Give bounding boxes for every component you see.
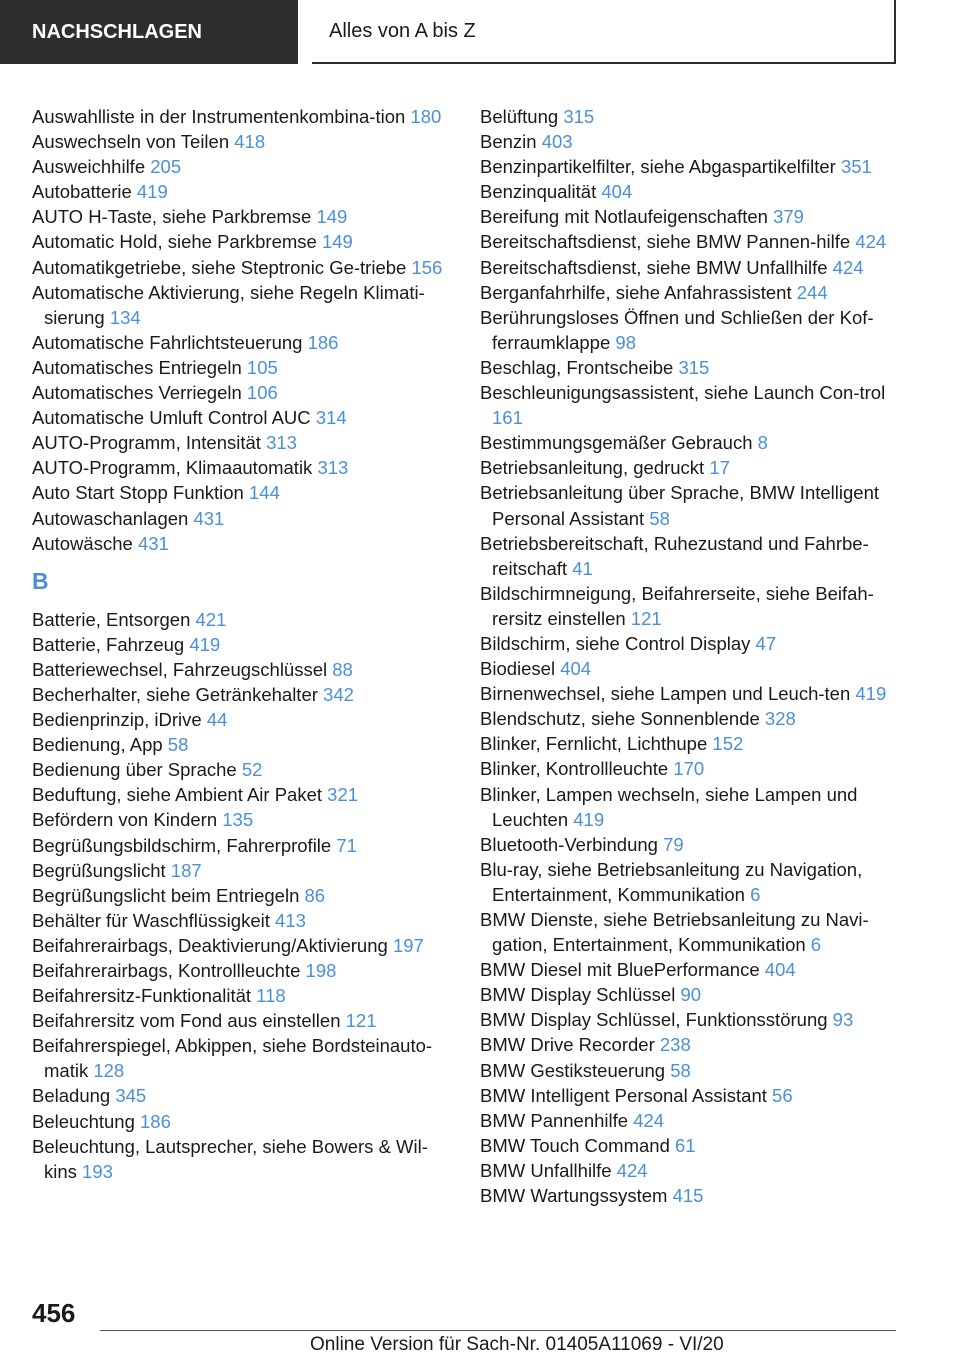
index-entry-term: Beduftung, siehe Ambient Air Paket bbox=[32, 784, 323, 806]
index-entry bbox=[32, 682, 452, 707]
index-entry bbox=[480, 706, 900, 731]
index-entry-term: Benzin bbox=[480, 131, 537, 153]
index-entry-term: Beifahrersitz vom Fond aus einstellen bbox=[32, 1010, 341, 1032]
index-entry bbox=[480, 179, 900, 204]
page-reference-link[interactable]: 180 bbox=[410, 106, 442, 127]
index-entry-term: Bildschirm, siehe Control Display bbox=[480, 632, 751, 654]
index-entry bbox=[32, 607, 452, 632]
index-entry-term: AUTO-Programm, Intensität bbox=[32, 432, 261, 454]
index-entry-term: Beifahrerairbags, Kontrollleuchte bbox=[32, 960, 301, 981]
page-reference-link[interactable]: 244 bbox=[796, 281, 828, 303]
index-entry-term: Berganfahrhilfe, siehe Anfahrassistent bbox=[480, 281, 792, 303]
index-entry bbox=[32, 229, 452, 254]
index-entry bbox=[32, 833, 452, 858]
page-reference-link[interactable]: 238 bbox=[659, 1034, 691, 1056]
index-entry bbox=[480, 656, 900, 681]
page-reference-link[interactable]: 6 bbox=[750, 883, 761, 905]
page-reference-link[interactable]: 47 bbox=[755, 632, 777, 654]
page-reference-link[interactable]: 193 bbox=[82, 1160, 113, 1182]
index-entry bbox=[32, 782, 452, 807]
chapter-title: Alles von A bis Z bbox=[312, 0, 896, 64]
index-entry-term: Bereitschaftsdienst, siehe BMW Unfallhilfe bbox=[480, 256, 828, 278]
page-reference-link[interactable]: 161 bbox=[492, 407, 523, 429]
index-column-right bbox=[480, 104, 900, 1208]
index-entry bbox=[32, 632, 452, 657]
index-entry-term: Bedienung über Sprache bbox=[32, 759, 237, 781]
page-reference-link[interactable]: 424 bbox=[616, 1159, 648, 1181]
index-entry-term: Belüftung bbox=[480, 106, 559, 127]
page-reference-link[interactable]: 379 bbox=[773, 206, 804, 228]
index-entry-term: Batterie, Fahrzeug bbox=[32, 633, 185, 655]
index-entry-term: Automatisches Verriegeln bbox=[32, 382, 242, 404]
page-reference-link[interactable]: 118 bbox=[256, 985, 286, 1007]
index-column-left bbox=[32, 104, 452, 1184]
page-reference-link[interactable]: 93 bbox=[832, 1009, 854, 1031]
index-entry bbox=[480, 1133, 900, 1158]
page-reference-link[interactable]: 321 bbox=[327, 784, 359, 806]
page-reference-link[interactable]: 431 bbox=[137, 532, 169, 554]
index-entry-term: AUTO H-Taste, siehe Parkbremse bbox=[32, 206, 312, 228]
page-reference-link[interactable]: 52 bbox=[241, 759, 263, 781]
index-entry-term: Batteriewechsel, Fahrzeugschlüssel bbox=[32, 658, 328, 680]
index-entry-term: BMW Intelligent Personal Assistant bbox=[480, 1084, 767, 1106]
index-entry-term: Blinker, Lampen wechseln, siehe Lampen und Leuchten bbox=[480, 783, 858, 830]
index-entry-term: Birnenwechsel, siehe Lampen und Leuch-ten bbox=[480, 683, 851, 705]
page-number: 456 bbox=[32, 1298, 76, 1328]
index-entry-term: Automatikgetriebe, siehe Steptronic Ge-triebe bbox=[32, 256, 407, 278]
page-reference-link[interactable]: 186 bbox=[307, 331, 339, 353]
page-reference-link[interactable]: 421 bbox=[195, 608, 227, 630]
index-entry-term: BMW Gestiksteuerung bbox=[480, 1059, 666, 1081]
index-entry-term: Automatic Hold, siehe Parkbremse bbox=[32, 231, 317, 253]
page-reference-link[interactable]: 342 bbox=[323, 683, 354, 705]
page-reference-link[interactable]: 86 bbox=[304, 884, 326, 906]
page-reference-link[interactable]: 404 bbox=[560, 658, 592, 680]
index-entry bbox=[32, 280, 452, 330]
index-entry bbox=[32, 179, 452, 204]
index-entry-term: Bildschirmneigung, Beifahrerseite, siehe Beifah-rersitz einstellen bbox=[480, 582, 874, 629]
index-entry bbox=[480, 305, 900, 355]
index-entry bbox=[32, 707, 452, 732]
index-entry-term: Beifahrerspiegel, Abkippen, siehe Bordsteinauto-matik bbox=[32, 1035, 433, 1082]
page-reference-link[interactable]: 106 bbox=[246, 382, 278, 404]
index-entry bbox=[32, 657, 452, 682]
index-entry bbox=[480, 832, 900, 857]
page-reference-link[interactable]: 404 bbox=[601, 181, 633, 203]
index-entry-term: Becherhalter, siehe Getränkehalter bbox=[32, 683, 318, 705]
index-entry-term: Beschlag, Frontscheibe bbox=[480, 356, 674, 378]
page-reference-link[interactable]: 424 bbox=[855, 231, 887, 253]
page-reference-link[interactable]: 197 bbox=[392, 934, 424, 956]
index-entry bbox=[480, 631, 900, 656]
index-entry bbox=[32, 455, 452, 480]
index-entry-term: BMW Display Schlüssel, Funktionsstörung bbox=[480, 1009, 828, 1031]
page-reference-link[interactable]: 56 bbox=[772, 1084, 793, 1106]
index-entry bbox=[32, 531, 452, 556]
index-entry-term: Autowäsche bbox=[32, 532, 133, 554]
index-entry-term: Begrüßungslicht beim Entriegeln bbox=[32, 884, 300, 906]
index-entry bbox=[32, 757, 452, 782]
section-tab[interactable]: NACHSCHLAGEN bbox=[0, 0, 298, 64]
index-entry bbox=[32, 430, 452, 455]
index-entry bbox=[480, 857, 900, 907]
index-entry bbox=[480, 1083, 900, 1108]
page-reference-link[interactable]: 79 bbox=[663, 833, 684, 855]
page-reference-link[interactable]: 413 bbox=[275, 909, 306, 931]
index-entry bbox=[480, 229, 900, 254]
footer-divider bbox=[100, 1330, 896, 1331]
index-entry-term: Beleuchtung bbox=[32, 1110, 135, 1132]
index-entry bbox=[32, 908, 452, 933]
footer-version-text: Online Version für Sach-Nr. 01405A11069 - VI/20 bbox=[310, 1334, 724, 1355]
index-entry-term: BMW Touch Command bbox=[480, 1134, 670, 1156]
index-entry bbox=[32, 1109, 452, 1134]
index-entry-term: Beschleunigungsassistent, siehe Launch Con-trol bbox=[480, 382, 886, 404]
page-reference-link[interactable]: 98 bbox=[615, 331, 636, 353]
index-entry bbox=[480, 480, 900, 530]
page-reference-link[interactable]: 424 bbox=[633, 1109, 665, 1131]
index-entry bbox=[32, 1134, 452, 1184]
index-entry-term: AUTO-Programm, Klimaautomatik bbox=[32, 457, 313, 479]
page-reference-link[interactable]: 44 bbox=[206, 709, 228, 731]
index-entry-term: Bedienprinzip, iDrive bbox=[32, 709, 202, 731]
page-reference-link[interactable]: 170 bbox=[673, 758, 705, 780]
page-reference-link[interactable]: 149 bbox=[321, 231, 353, 253]
index-entry bbox=[480, 1183, 900, 1208]
page-reference-link[interactable]: 313 bbox=[317, 457, 349, 479]
index-entry-term: BMW Wartungssystem bbox=[480, 1185, 668, 1207]
page-reference-link[interactable]: 8 bbox=[757, 432, 768, 454]
index-entry bbox=[480, 430, 900, 455]
page-reference-link[interactable]: 315 bbox=[678, 356, 710, 378]
index-entry-term: BMW Dienste, siehe Betriebsanleitung zu Navi-gation, Entertainment, Kommunikation bbox=[480, 909, 869, 956]
index-entry bbox=[32, 1033, 452, 1083]
index-entry-term: Auswahlliste in der Instrumentenkombina-tion bbox=[32, 106, 406, 127]
page-reference-link[interactable]: 156 bbox=[411, 256, 443, 278]
index-entry-term: Blinker, Kontrollleuchte bbox=[480, 758, 669, 780]
index-entry-term: BMW Unfallhilfe bbox=[480, 1159, 612, 1181]
index-entry-term: Batterie, Entsorgen bbox=[32, 608, 191, 630]
page-reference-link[interactable]: 424 bbox=[832, 256, 864, 278]
index-entry-term: Automatisches Entriegeln bbox=[32, 356, 242, 378]
index-entry-term: Betriebsbereitschaft, Ruhezustand und Fahrbe-reitschaft bbox=[480, 532, 869, 579]
index-entry bbox=[32, 883, 452, 908]
index-entry-term: Beifahrerairbags, Deaktivierung/Aktivierung bbox=[32, 934, 388, 956]
page-reference-link[interactable]: 58 bbox=[670, 1059, 691, 1081]
index-entry bbox=[480, 1058, 900, 1083]
index-entry-term: Automatische Aktivierung, siehe Regeln Klimati-sierung bbox=[32, 281, 425, 328]
page-reference-link[interactable]: 71 bbox=[336, 834, 357, 856]
index-entry bbox=[480, 1007, 900, 1032]
index-entry bbox=[32, 380, 452, 405]
index-entry bbox=[480, 1032, 900, 1057]
page-reference-link[interactable]: 6 bbox=[810, 934, 822, 956]
index-entry bbox=[32, 154, 452, 179]
page-reference-link[interactable]: 198 bbox=[305, 960, 337, 981]
page-reference-link[interactable]: 121 bbox=[630, 607, 662, 629]
index-entry bbox=[480, 731, 900, 756]
index-entry-term: BMW Diesel mit BluePerformance bbox=[480, 959, 760, 981]
index-entry bbox=[32, 807, 452, 832]
index-entry bbox=[480, 756, 900, 781]
index-entry bbox=[480, 204, 900, 229]
index-entry-term: Ausweichhilfe bbox=[32, 156, 146, 178]
index-entry bbox=[480, 907, 900, 957]
index-entry bbox=[32, 1008, 452, 1033]
index-entry-term: Blinker, Fernlicht, Lichthupe bbox=[480, 733, 708, 755]
index-entry bbox=[32, 1083, 452, 1108]
page-reference-link[interactable]: 41 bbox=[572, 557, 593, 579]
index-entry bbox=[480, 455, 900, 480]
index-entry bbox=[480, 957, 900, 982]
page-reference-link[interactable]: 152 bbox=[712, 733, 744, 755]
index-entry-term: Bereifung mit Notlaufeigenschaften bbox=[480, 206, 768, 228]
index-entry bbox=[32, 858, 452, 883]
index-entry-term: Benzinqualität bbox=[480, 181, 597, 203]
index-entry bbox=[32, 958, 452, 983]
index-entry bbox=[480, 782, 900, 832]
page-reference-link[interactable]: 121 bbox=[345, 1010, 377, 1032]
page-header bbox=[0, 0, 960, 66]
index-entry-term: Auswechseln von Teilen bbox=[32, 131, 230, 153]
index-entry bbox=[32, 732, 452, 757]
index-entry-term: Bluetooth-Verbindung bbox=[480, 833, 658, 855]
page-reference-link[interactable]: 58 bbox=[167, 734, 189, 756]
index-entry bbox=[32, 506, 452, 531]
page-reference-link[interactable]: 90 bbox=[680, 984, 702, 1006]
page-reference-link[interactable]: 345 bbox=[115, 1085, 147, 1107]
page-reference-link[interactable]: 404 bbox=[764, 959, 796, 981]
index-entry-term: BMW Display Schlüssel bbox=[480, 984, 676, 1006]
page-reference-link[interactable]: 313 bbox=[266, 432, 297, 454]
page-reference-link[interactable]: 328 bbox=[764, 708, 796, 730]
index-entry-term: Bereitschaftsdienst, siehe BMW Pannen-hilfe bbox=[480, 231, 851, 253]
index-entry bbox=[32, 129, 452, 154]
page-reference-link[interactable]: 403 bbox=[541, 131, 573, 153]
index-entry bbox=[480, 104, 900, 129]
index-entry-term: Begrüßungsbildschirm, Fahrerprofile bbox=[32, 834, 332, 856]
index-entry bbox=[32, 355, 452, 380]
index-entry-term: Automatische Fahrlichtsteuerung bbox=[32, 331, 303, 353]
index-entry-term: Berührungsloses Öffnen und Schließen der Kof-ferraumklappe bbox=[480, 306, 874, 353]
page-reference-link[interactable]: 187 bbox=[170, 859, 202, 881]
index-entry-term: Autowaschanlagen bbox=[32, 507, 189, 529]
index-entry bbox=[32, 480, 452, 505]
index-entry bbox=[480, 280, 900, 305]
index-entry-term: Betriebsanleitung über Sprache, BMW Intelligent Personal Assistant bbox=[480, 482, 879, 529]
index-entry bbox=[32, 933, 452, 958]
index-entry bbox=[32, 255, 452, 280]
index-entry-term: Bedienung, App bbox=[32, 734, 163, 756]
index-letter-heading: B bbox=[32, 567, 49, 594]
page-reference-link[interactable]: 17 bbox=[709, 457, 730, 479]
page-reference-link[interactable]: 315 bbox=[563, 106, 595, 127]
index-entry-term: Befördern von Kindern bbox=[32, 809, 218, 831]
page-reference-link[interactable]: 149 bbox=[316, 206, 348, 228]
index-entry bbox=[480, 581, 900, 631]
page-reference-link[interactable]: 61 bbox=[675, 1134, 696, 1156]
index-entry bbox=[32, 983, 452, 1008]
page-reference-link[interactable]: 419 bbox=[573, 808, 605, 830]
page-reference-link[interactable]: 135 bbox=[222, 809, 254, 831]
page-reference-link[interactable]: 128 bbox=[93, 1060, 125, 1082]
index-entry bbox=[32, 405, 452, 430]
page-reference-link[interactable]: 186 bbox=[140, 1110, 171, 1132]
page-reference-link[interactable]: 58 bbox=[649, 507, 670, 529]
index-entry-term: Auto Start Stopp Funktion bbox=[32, 482, 244, 504]
index-entry-term: Begrüßungslicht bbox=[32, 859, 166, 881]
index-entry bbox=[480, 531, 900, 581]
index-entry-term: Blendschutz, siehe Sonnenblende bbox=[480, 708, 760, 730]
page-reference-link[interactable]: 314 bbox=[315, 407, 347, 429]
index-entry bbox=[480, 154, 900, 179]
index-entry-term: Beifahrersitz-Funktionalität bbox=[32, 985, 252, 1007]
page-reference-link[interactable]: 419 bbox=[136, 181, 168, 203]
index-entry bbox=[32, 330, 452, 355]
index-entry bbox=[32, 104, 452, 129]
page-reference-link[interactable]: 431 bbox=[193, 507, 225, 529]
index-entry-term: Beladung bbox=[32, 1085, 111, 1107]
index-entry bbox=[480, 255, 900, 280]
index-entry-term: Beleuchtung, Lautsprecher, siehe Bowers & Wil-kins bbox=[32, 1135, 428, 1182]
page-reference-link[interactable]: 418 bbox=[234, 131, 266, 153]
index-entry-term: Betriebsanleitung, gedruckt bbox=[480, 457, 705, 479]
index-entry bbox=[480, 982, 900, 1007]
index-entry bbox=[480, 681, 900, 706]
index-entry bbox=[480, 355, 900, 380]
index-entry-term: Blu-ray, siehe Betriebsanleitung zu Navigation, Entertainment, Kommunikation bbox=[480, 858, 863, 905]
page-reference-link[interactable]: 205 bbox=[150, 156, 182, 178]
index-entry-term: Benzinpartikelfilter, siehe Abgaspartikelfilter bbox=[480, 156, 836, 178]
index-entry-term: Automatische Umluft Control AUC bbox=[32, 407, 311, 429]
page-reference-link[interactable]: 419 bbox=[855, 683, 887, 705]
index-entry-term: BMW Drive Recorder bbox=[480, 1034, 655, 1056]
page-reference-link[interactable]: 351 bbox=[840, 156, 872, 178]
index-entry-term: BMW Pannenhilfe bbox=[480, 1109, 629, 1131]
index-entry bbox=[480, 1158, 900, 1183]
index-entry bbox=[480, 129, 900, 154]
index-entry-term: Autobatterie bbox=[32, 181, 132, 203]
page-reference-link[interactable]: 419 bbox=[189, 633, 221, 655]
index-entry bbox=[480, 380, 900, 430]
page-reference-link[interactable]: 144 bbox=[249, 482, 280, 504]
index-entry bbox=[480, 1108, 900, 1133]
page-reference-link[interactable]: 105 bbox=[246, 356, 278, 378]
page-reference-link[interactable]: 134 bbox=[109, 306, 141, 328]
index-entry-term: Behälter für Waschflüssigkeit bbox=[32, 909, 270, 931]
page-reference-link[interactable]: 88 bbox=[332, 658, 353, 680]
index-entry bbox=[32, 204, 452, 229]
index-entry-term: Bestimmungsgemäßer Gebrauch bbox=[480, 432, 753, 454]
page-reference-link[interactable]: 415 bbox=[672, 1185, 704, 1207]
index-entry-term: Biodiesel bbox=[480, 658, 556, 680]
